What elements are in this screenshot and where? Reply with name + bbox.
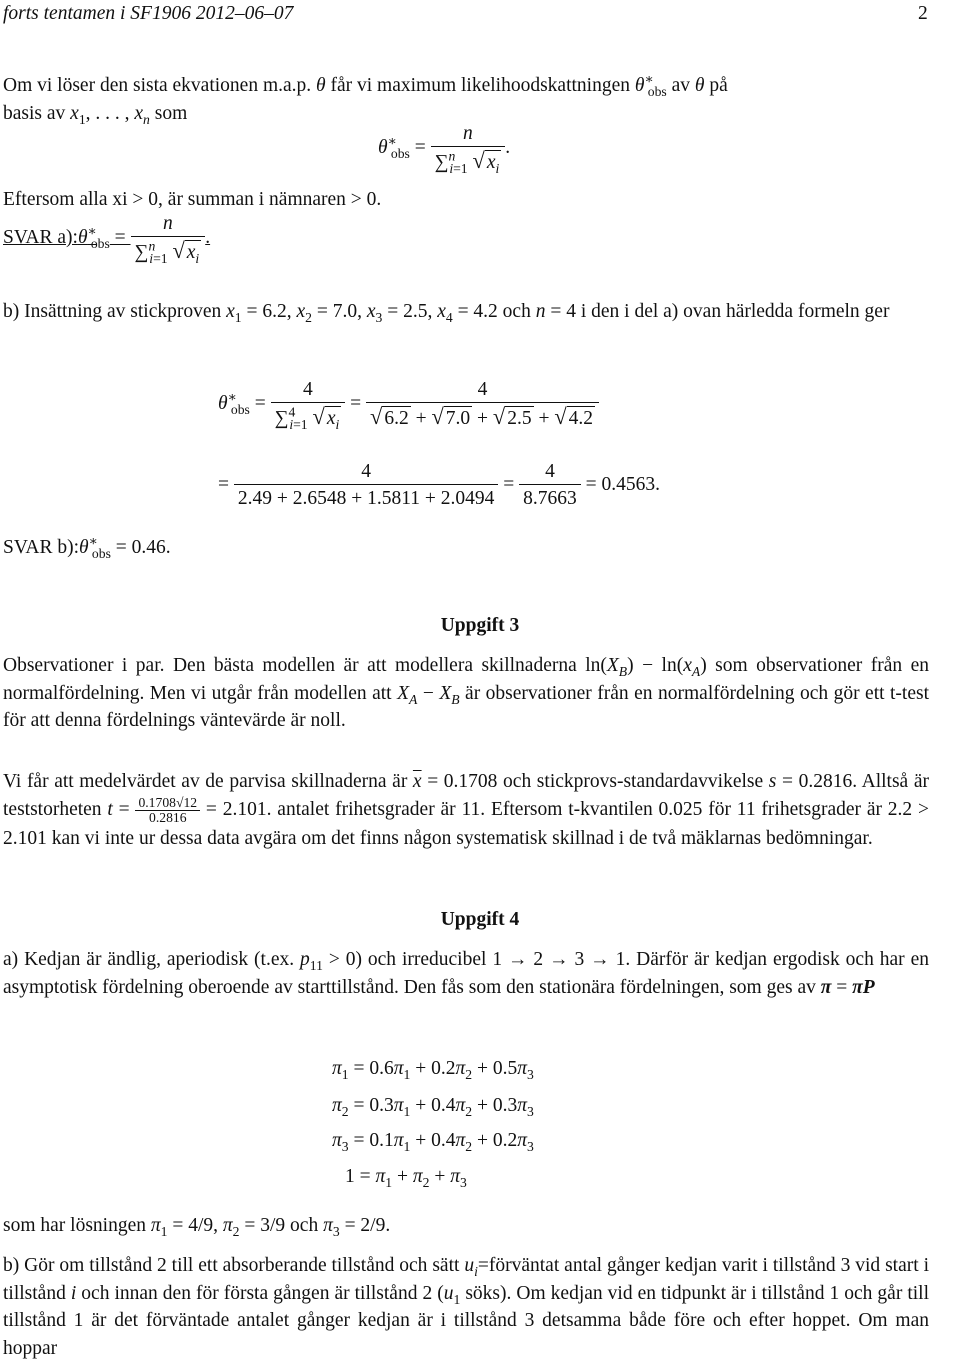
calc-line-2: = $\frac{4}{2.49 + 2.6548 + 1.5811 + 2.0494}$ = $\frac{4}{8.7663}$ = 0.4563. (218, 461, 661, 509)
u4-paragraph-b: b) Gör om tillstånd 2 till ett absorberande tillstånd och sätt $u_i=förväntat$ antal gånger kedjan varit i tillstånd 3 vid start i tillstånd i och innan den för första gången är tillstånd 2 ($u_1$ söks). Om kedjan vid en tidpunkt är i tillstånd 1 och går till tillstånd 1 är det förväntade antalet gånger kedjan är i tillstånd 3 detsamma både före och efter hoppet. Om man hoppar (3, 1255, 929, 1359)
page-number: 2 (918, 3, 928, 24)
svar-a: SVAR $a):\theta^∗_{obs}$ = $\frac{n}{\sum^n_{i=1} √ x_i}$ . (3, 213, 211, 266)
u4-paragraph-a: a) Kedjan är ändlig, aperiodisk (t.ex. $p_{11} > 0$) och irreducibel 1 → 2 → 3 → 1. Därför är kedjan ergodisk och har en asymptotisk fördelning oberoende av starttillstånd. Den fås som den stationära fördelningen, som ges av π = πP (3, 949, 929, 998)
equation-pi-3: $\pi_3 = 0.1\pi_1 + 0.4\pi_2 + 0.2\pi_3$ (332, 1130, 534, 1154)
heading-uppgift-4: Uppgift 4 (440, 909, 520, 930)
paragraph-b: b) Insättning av stickproven $x_1 = 6.2$, $x_2 = 7.0$, $x_3 = 2.5$, $x_4 = 4.2$ och n = 4 i den i del a) ovan härledda formeln ger (3, 301, 890, 325)
running-header: forts tentamen i SF1906 2012–06–07 (3, 3, 294, 24)
u3-paragraph-2: Vi får att medelvärdet av de parvisa skillnaderna är $\overline{x} = 0.1708$ och stickprovs-standardavvikelse s = 0.2816. Alltså är teststorheten t = $\frac{0.1708√12}{0.2816}$ = 2.101. antalet frihetsgrader är 11. Eftersom t-kvantilen 0.025 för 11 frihetsgrader är 2.2 > 2.101 kan vi inte ur dessa data avgära om det finns någon systematisk skillnad i de två mäklarnas bedömningar. (3, 771, 930, 849)
calc-line-1: $\theta^∗_{obs}$ = $\frac{4}{\sum^4_{i=1} √ x_i}$ = $\frac{4}{√ 6.2 + √ 7.0 + √ 2.5 + √ 4.2}$ (218, 378, 599, 431)
paragraph-intro-cont: basis av $x_1$, . . . , $x_n$ som (3, 103, 188, 127)
equation-normalization: $1 = \pi_1 + \pi_2 + \pi_3$ (345, 1166, 467, 1190)
u4-solution: som har lösningen $\pi_1 = 4/9$, $\pi_2 = 3/9$ och $\pi_3 = 2/9$. (3, 1215, 391, 1239)
heading-uppgift-3: Uppgift 3 (440, 615, 520, 636)
svar-b: SVAR $b):\theta^∗_{obs} = 0.46$. (3, 533, 171, 561)
paragraph-positive: Eftersom alla xi > 0, är summan i nämnaren > 0. (3, 189, 382, 210)
equation-pi-1: $\pi_1 = 0.6\pi_1 + 0.2\pi_2 + 0.5\pi_3$ (332, 1058, 534, 1082)
mle-formula: $\theta^∗_{obs}$ = $\frac{n}{\sum^n_{i=1} √ x_i}$ . (378, 123, 511, 176)
u3-paragraph-1: Observationer i par. Den bästa modellen är att modellera skillnaderna $\ln(X_B) - \ln(x_A)$ som observationer från en normalfördelning. Men vi utgår från modellen att $X_A - X_B$ är observationer från en normalfördelning och gör ett t-test för att denna fördelnings väntevärde är noll. (3, 655, 930, 731)
equation-pi-2: $\pi_2 = 0.3\pi_1 + 0.4\pi_2 + 0.3\pi_3$ (332, 1095, 534, 1119)
paragraph-intro: Om vi löser den sista ekvationen m.a.p. θ får vi maximum likelihoodskattningen $\theta^∗_{obs}$ av θ på (3, 71, 728, 99)
